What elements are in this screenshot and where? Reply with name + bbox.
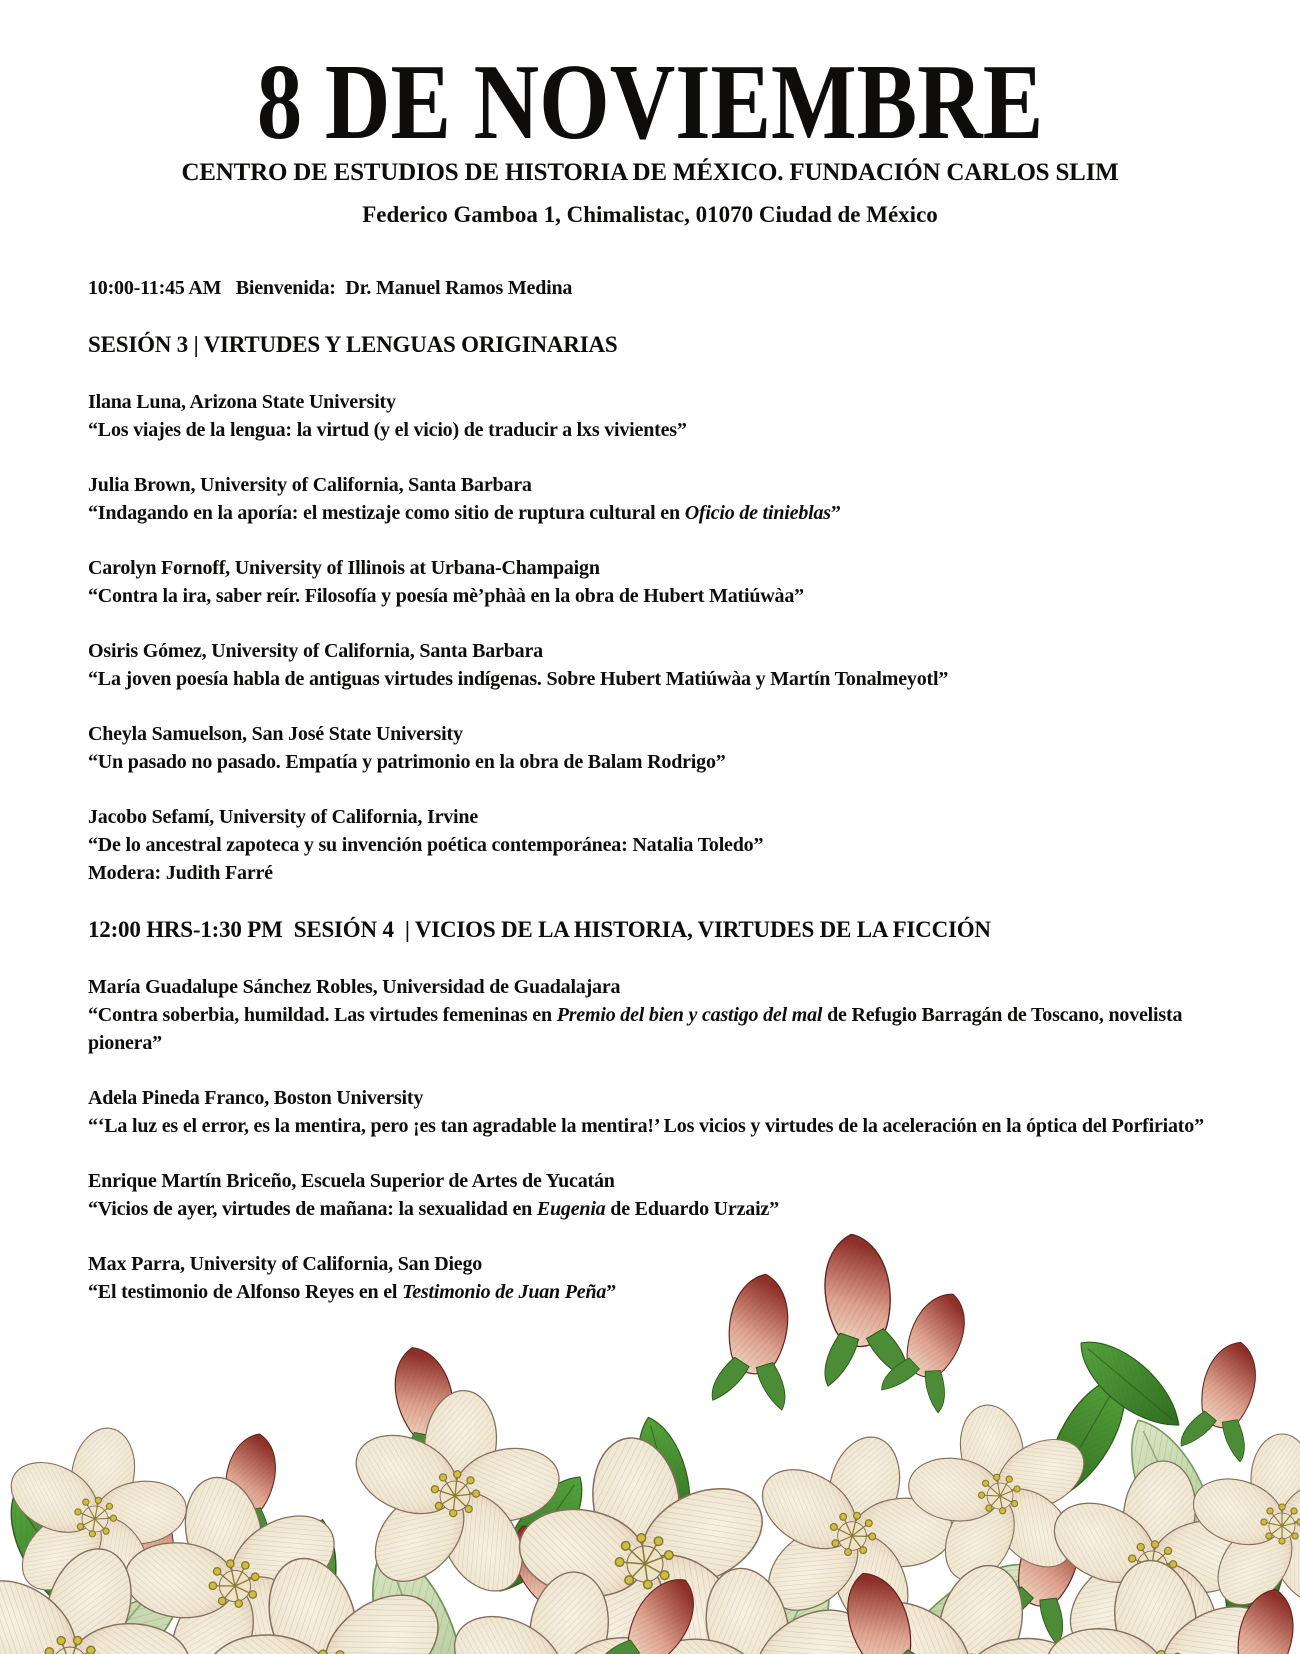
speaker-name: Adela Pineda Franco, Boston University xyxy=(88,1086,424,1109)
program-entry xyxy=(88,973,1212,1057)
program-entry xyxy=(88,1167,1212,1223)
speaker-name: Ilana Luna, Arizona State University xyxy=(88,390,396,413)
speaker-name: Julia Brown, University of California, Santa Barbara xyxy=(88,473,532,496)
speaker-name: Jacobo Sefamí, University of California, Irvine xyxy=(88,805,479,828)
speaker-name: Carolyn Fornoff, University of Illinois at Urbana-Champaign xyxy=(88,556,600,579)
talk-title: “Indagando en la aporía: el mestizaje como sitio de ruptura cultural en Oficio de tinieblas” xyxy=(88,501,841,524)
page-title: 8 DE NOVIEMBRE xyxy=(256,43,1044,162)
program-entry xyxy=(88,1250,1212,1306)
speaker-name: Max Parra, University of California, San Diego xyxy=(88,1252,483,1275)
program-entry xyxy=(88,803,1212,887)
talk-title: “‘La luz es el error, es la mentira, pero ¡es tan agradable la mentira!’ Los vicios y virtudes de la aceleración en la óptica del Porfiriato” xyxy=(88,1114,1204,1137)
talk-title: “Un pasado no pasado. Empatía y patrimonio en la obra de Balam Rodrigo” xyxy=(88,750,726,773)
venue-line: CENTRO DE ESTUDIOS DE HISTORIA DE MÉXICO. FUNDACIÓN CARLOS SLIM xyxy=(181,158,1119,186)
session-3-heading: SESIÓN 3 | VIRTUDES Y LENGUAS ORIGINARIAS xyxy=(88,331,618,357)
speaker-name: Cheyla Samuelson, San José State University xyxy=(88,722,463,745)
speaker-name: Enrique Martín Briceño, Escuela Superior de Artes de Yucatán xyxy=(88,1169,615,1192)
program-entry xyxy=(88,388,1212,444)
talk-title: “Vicios de ayer, virtudes de mañana: la sexualidad en Eugenia de Eduardo Urzaiz” xyxy=(88,1197,779,1220)
session-4-heading: 12:00 HRS-1:30 PM SESIÓN 4 | VICIOS DE LA HISTORIA, VIRTUDES DE LA FICCIÓN xyxy=(88,916,991,942)
page-header xyxy=(0,0,1300,228)
program-entry xyxy=(88,471,1212,527)
program-entry xyxy=(88,637,1212,693)
talk-title: “Contra soberbia, humildad. Las virtudes femeninas en Premio del bien y castigo del mal de Refugio Barragán de Toscano, novelista pionera” xyxy=(88,1003,1183,1054)
address-line: Federico Gamboa 1, Chimalistac, 01070 Ciudad de México xyxy=(362,201,938,227)
speaker-name: Osiris Gómez, University of California, Santa Barbara xyxy=(88,639,543,662)
program-entry xyxy=(88,720,1212,776)
talk-title: “Contra la ira, saber reír. Filosofía y poesía mè’phàà en la obra de Hubert Matiúwàa” xyxy=(88,584,804,607)
welcome-line: 10:00-11:45 AM Bienvenida: Dr. Manuel Ramos Medina xyxy=(88,276,573,299)
speaker-name: María Guadalupe Sánchez Robles, Universidad de Guadalajara xyxy=(88,975,621,998)
moderator-line: Modera: Judith Farré xyxy=(88,861,273,884)
talk-title: “De lo ancestral zapoteca y su invención poética contemporánea: Natalia Toledo” xyxy=(88,833,764,856)
talk-title: “El testimonio de Alfonso Reyes en el Testimonio de Juan Peña” xyxy=(88,1280,617,1303)
program-entry xyxy=(88,1084,1212,1140)
program-entry xyxy=(88,554,1212,610)
talk-title: “La joven poesía habla de antiguas virtudes indígenas. Sobre Hubert Matiúwàa y Martín Tonalmeyotl” xyxy=(88,667,949,690)
program-content xyxy=(0,274,1300,1306)
talk-title: “Los viajes de la lengua: la virtud (y el vicio) de traducir a lxs vivientes” xyxy=(88,418,687,441)
